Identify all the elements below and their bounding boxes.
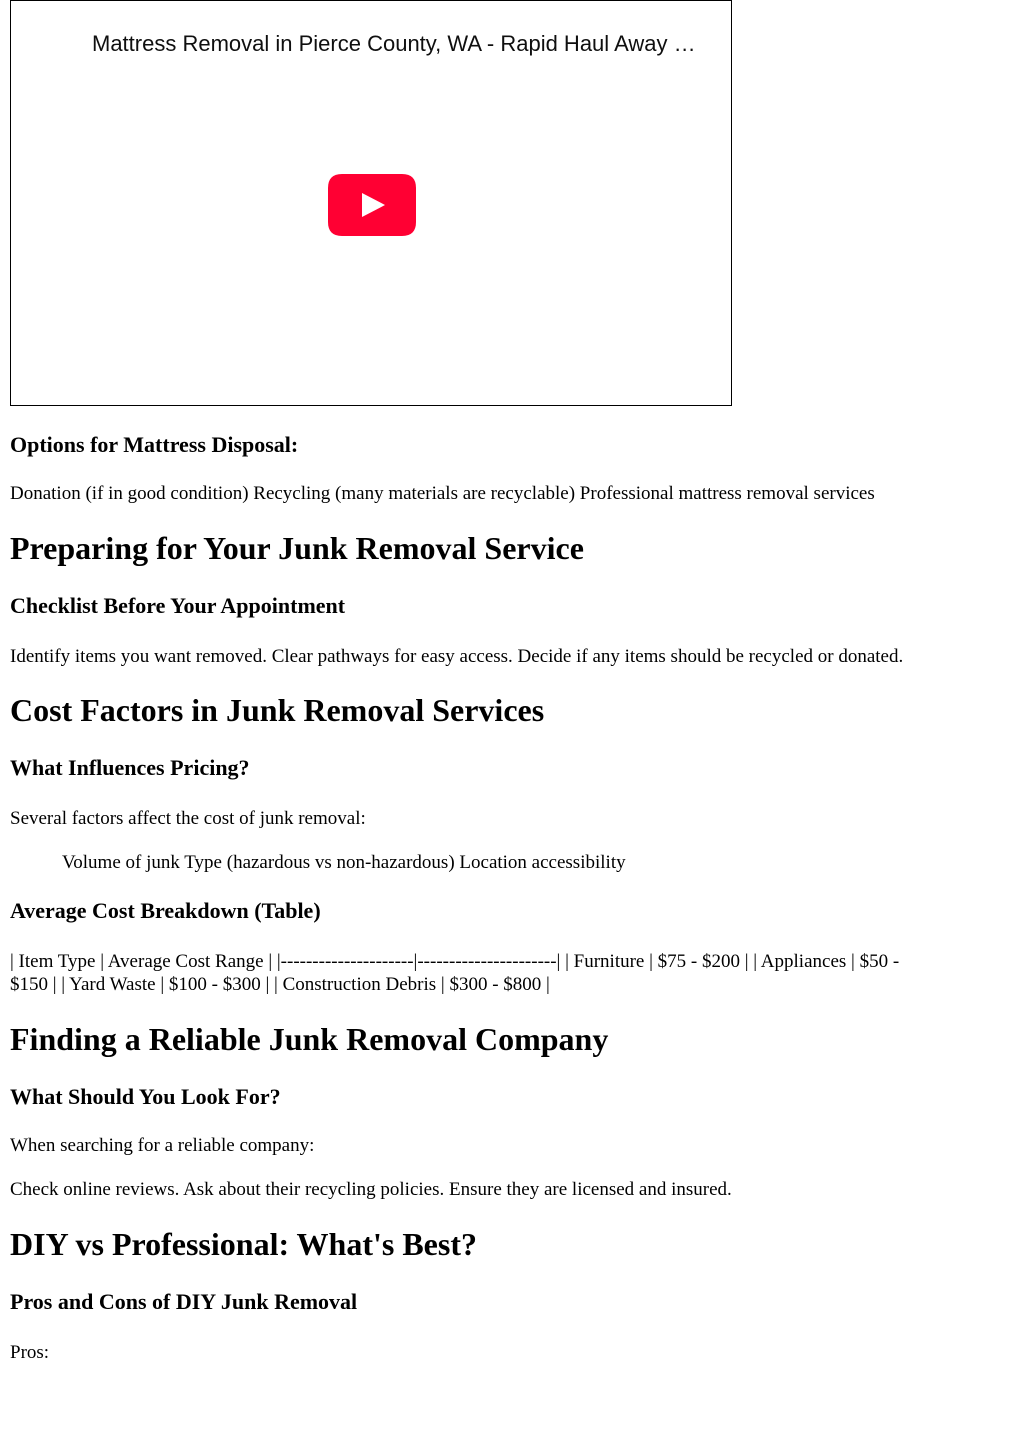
look-for-heading: What Should You Look For? xyxy=(10,1084,281,1109)
cost-breakdown-line-2: $150 | | Yard Waste | $100 - $300 | | Construction Debris | $300 - $800 | xyxy=(10,974,550,995)
diy-vs-professional-heading: DIY vs Professional: What's Best? xyxy=(10,1226,477,1262)
pricing-factors-list: Volume of junk Type (hazardous vs non-hazardous) Location accessibility xyxy=(62,852,626,873)
youtube-play-icon[interactable] xyxy=(328,174,416,236)
cost-breakdown-line-1: | Item Type | Average Cost Range | |---------------------|----------------------| | Furniture | $75 - $200 | | Appliances | $50 - xyxy=(10,951,900,972)
mattress-options-heading: Options for Mattress Disposal: xyxy=(10,432,299,457)
pricing-heading: What Influences Pricing? xyxy=(10,755,250,780)
mattress-options-text: Donation (if in good condition) Recycling (many materials are recyclable) Professional mattress removal services xyxy=(10,483,875,504)
checklist-text: Identify items you want removed. Clear pathways for easy access. Decide if any items should be recycled or donated. xyxy=(10,646,904,667)
preparing-heading: Preparing for Your Junk Removal Service xyxy=(10,530,584,566)
finding-company-heading: Finding a Reliable Junk Removal Company xyxy=(10,1021,609,1057)
look-for-text: Check online reviews. Ask about their recycling policies. Ensure they are licensed and insured. xyxy=(10,1179,732,1200)
cost-factors-heading: Cost Factors in Junk Removal Services xyxy=(10,692,545,728)
checklist-heading: Checklist Before Your Appointment xyxy=(10,593,346,618)
youtube-video-embed[interactable] xyxy=(10,0,732,406)
video-title[interactable]: Mattress Removal in Pierce County, WA - Rapid Haul Away … xyxy=(92,31,696,56)
cost-breakdown-heading: Average Cost Breakdown (Table) xyxy=(10,898,321,923)
look-for-intro-text: When searching for a reliable company: xyxy=(10,1135,315,1156)
pros-cons-heading: Pros and Cons of DIY Junk Removal xyxy=(10,1289,358,1314)
pricing-intro-text: Several factors affect the cost of junk removal: xyxy=(10,808,366,829)
pros-label: Pros: xyxy=(10,1342,50,1363)
